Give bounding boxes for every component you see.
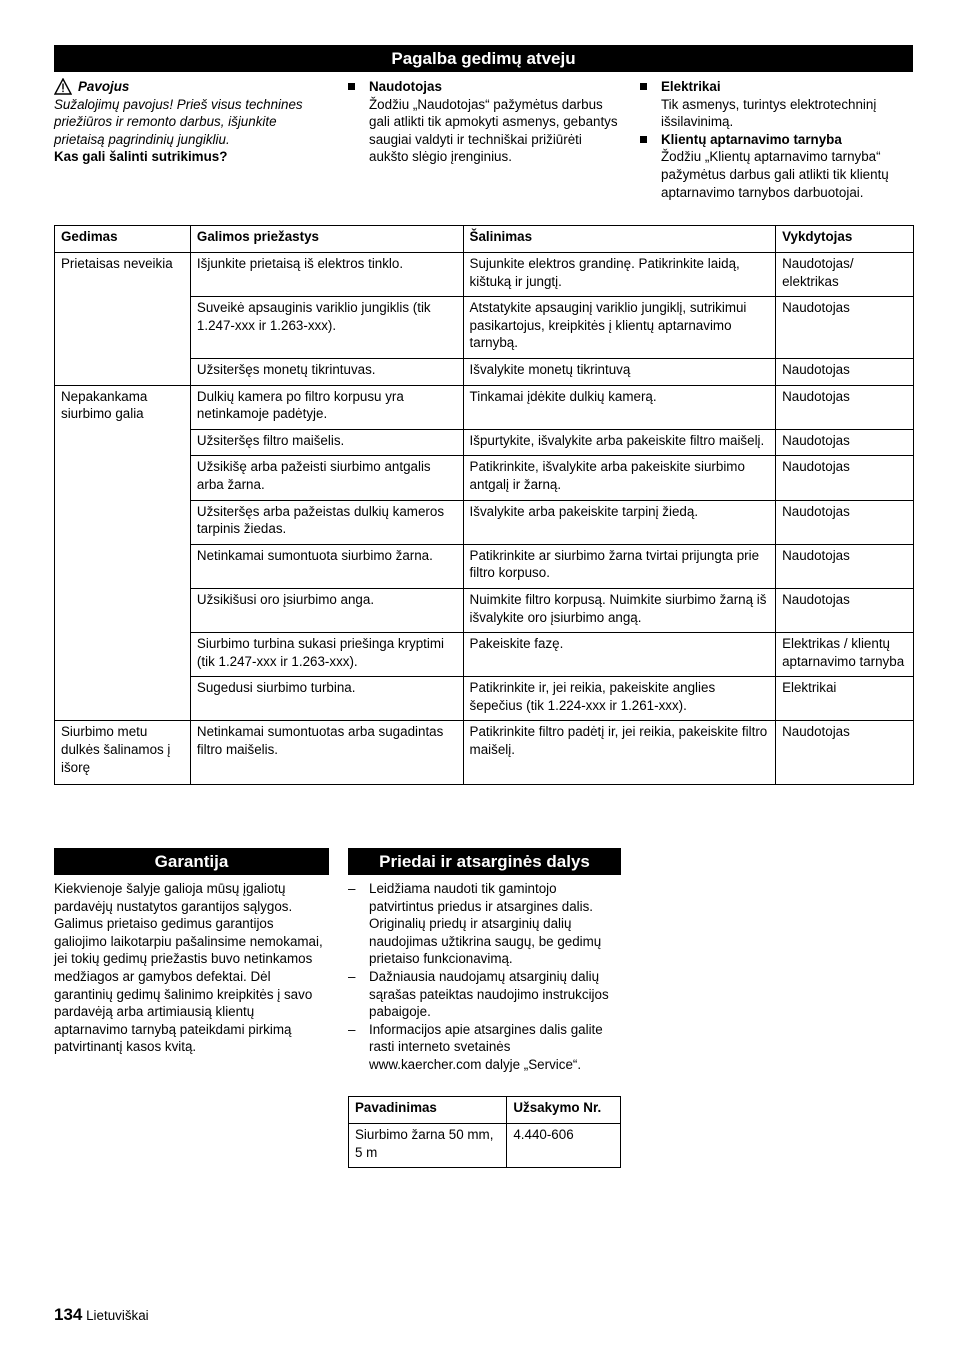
column-header: Pavadinimas	[349, 1097, 507, 1124]
troubleshooting-table	[54, 225, 914, 785]
remedy-cell: Patikrinkite, išvalykite arba pakeiskite siurbimo antgalį ir žarną.	[463, 456, 776, 500]
part-name-cell: Siurbimo žarna 50 mm, 5 m	[349, 1124, 507, 1168]
executor-cell: Elektrikai	[776, 677, 914, 721]
remedy-cell: Patikrinkite ar siurbimo žarna tvirtai prijungta prie filtro korpuso.	[463, 544, 776, 588]
remedy-cell: Tinkamai įdėkite dulkių kamerą.	[463, 385, 776, 429]
column-header: Užsakymo Nr.	[507, 1097, 621, 1124]
cause-cell: Užsikišę arba pažeisti siurbimo antgalis arba žarna.	[190, 456, 463, 500]
executor-cell: Naudotojas	[776, 588, 914, 632]
danger-label: Pavojus	[78, 79, 130, 94]
who-question: Kas gali šalinti sutrikimus?	[54, 149, 228, 165]
executor-cell: Naudotojas	[776, 297, 914, 359]
warning-triangle-icon	[54, 78, 72, 95]
table-header-row	[55, 226, 914, 253]
role-title: Klientų aptarnavimo tarnyba	[640, 131, 915, 149]
executor-cell: Naudotojas	[776, 429, 914, 456]
role-text: Žodžiu „Klientų aptarnavimo tarnyba“ pažymėtus darbus gali atlikti tik klientų aptarnavimo tarnybos darbuotojai.	[661, 149, 889, 200]
cause-cell: Užsiteršęs arba pažeistas dulkių kameros tarpinis žiedas.	[190, 500, 463, 544]
spare-parts-table	[348, 1096, 621, 1168]
list-item: – Leidžiama naudoti tik gamintojo patvirtintus priedus ir atsargines dalis. Originalių priedų ir atsarginių dalių naudojimas užtikrina saugų, be gedimų prietaiso funkcionavimą.	[348, 880, 623, 968]
remedy-cell: Išvalykite arba pakeiskite tarpinį žiedą.	[463, 500, 776, 544]
list-item: – Dažniausia naudojamų atsarginių dalių sąrašas pateiktas naudojimo instrukcijos pabaigoje.	[348, 968, 623, 1021]
fault-cell: Siurbimo metu dulkės šalinamos į išorę	[55, 721, 191, 785]
role-other-block	[640, 78, 915, 201]
executor-cell: Naudotojas	[776, 385, 914, 429]
column-header: Vykdytojas	[776, 226, 914, 253]
cause-cell: Užsikišusi oro įsiurbimo anga.	[190, 588, 463, 632]
cause-cell: Dulkių kamera po filtro korpusu yra netinkamoje padėtyje.	[190, 385, 463, 429]
column-header: Galimos priežastys	[190, 226, 463, 253]
executor-cell: Elektrikas / klientų aptarnavimo tarnyba	[776, 633, 914, 677]
cause-cell: Netinkamai sumontuotas arba sugadintas filtro maišelis.	[190, 721, 463, 785]
role-text: Tik asmenys, turintys elektrotechninį išsilavinimą.	[661, 96, 877, 130]
table-row	[55, 385, 914, 429]
remedy-cell: Sujunkite elektros grandinę. Patikrinkite laidą, kištuką ir jungtį.	[463, 253, 776, 297]
executor-cell: Naudotojas	[776, 500, 914, 544]
executor-cell: Naudotojas/ elektrikas	[776, 253, 914, 297]
page-footer	[54, 1306, 149, 1325]
cause-cell: Užsiteršęs filtro maišelis.	[190, 429, 463, 456]
cause-cell: Suveikė apsauginis variklio jungiklis (tik 1.247-xxx ir 1.263-xxx).	[190, 297, 463, 359]
cause-cell: Išjunkite prietaisą iš elektros tinklo.	[190, 253, 463, 297]
column-header: Gedimas	[55, 226, 191, 253]
role-title: Elektrikai	[640, 78, 915, 96]
danger-heading	[54, 78, 329, 96]
role-title: Naudotojas	[348, 78, 623, 96]
cause-cell: Užsiteršęs monetų tikrintuvas.	[190, 358, 463, 385]
section-title-troubleshooting: Pagalba gedimų atveju	[54, 45, 913, 72]
executor-cell: Naudotojas	[776, 358, 914, 385]
section-title-warranty: Garantija	[54, 848, 329, 875]
page-number: 134	[54, 1305, 83, 1324]
section-title-accessories: Priedai ir atsarginės dalys	[348, 848, 621, 875]
remedy-cell: Išvalykite monetų tikrintuvą	[463, 358, 776, 385]
cause-cell: Sugedusi siurbimo turbina.	[190, 677, 463, 721]
role-text: Žodžiu „Naudotojas“ pažymėtus darbus gali atlikti tik apmokyti asmenys, gebantys saugiai valdyti ir techniškai prižiūrėti aukšto slėgio įrenginius.	[369, 96, 618, 165]
accessories-list	[348, 880, 623, 1074]
role-user-block	[348, 78, 623, 166]
table-row	[55, 253, 914, 297]
fault-cell: Prietaisas neveikia	[55, 253, 191, 386]
list-item: – Informacijos apie atsargines dalis galite rasti interneto svetainės www.kaercher.com dalyje „Service“.	[348, 1021, 623, 1074]
table-header-row	[349, 1097, 621, 1124]
remedy-cell: Pakeiskite fazę.	[463, 633, 776, 677]
warranty-text: Kiekvienoje šalyje galioja mūsų įgaliotų pardavėjų nustatytos garantijos sąlygos. Galimus prietaiso gedimus garantijos galiojimo laikotarpiu pašalinsime nemokamai, jei tokių gedimų priežastis buvo netinkamos medžiagos ar gamybos defektai. Dėl garantinių gedimų šalinimo kreipkitės į savo pardavėją arba artimiausią klientų aptarnavimo tarnybą pateikdami pirkimą patvirtinantį kasos kvitą.	[54, 881, 323, 1055]
page-language: Lietuviškai	[86, 1308, 149, 1323]
executor-cell: Naudotojas	[776, 721, 914, 785]
remedy-cell: Patikrinkite ir, jei reikia, pakeiskite anglies šepečius (tik 1.224-xxx ir 1.261-xxx).	[463, 677, 776, 721]
remedy-cell: Atstatykite apsauginį variklio jungiklį, sutrikimui pasikartojus, kreipkitės į klientų aptarnavimo tarnybą.	[463, 297, 776, 359]
danger-block	[54, 78, 329, 166]
danger-text: Sužalojimų pavojus! Prieš visus technines priežiūros ir remonto darbus, išjunkite prietaisą pagrindinių jungikliu.	[54, 96, 303, 147]
remedy-cell: Išpurtykite, išvalykite arba pakeiskite filtro maišelį.	[463, 429, 776, 456]
order-number-cell: 4.440-606	[507, 1124, 621, 1168]
fault-cell: Nepakankama siurbimo galia	[55, 385, 191, 721]
cause-cell: Siurbimo turbina sukasi priešinga kryptimi (tik 1.247-xxx ir 1.263-xxx).	[190, 633, 463, 677]
table-row	[349, 1124, 621, 1168]
table-row	[55, 721, 914, 785]
cause-cell: Netinkamai sumontuota siurbimo žarna.	[190, 544, 463, 588]
remedy-cell: Patikrinkite filtro padėtį ir, jei reikia, pakeiskite filtro maišelį.	[463, 721, 776, 785]
executor-cell: Naudotojas	[776, 456, 914, 500]
executor-cell: Naudotojas	[776, 544, 914, 588]
remedy-cell: Nuimkite filtro korpusą. Nuimkite siurbimo žarną iš išvalykite oro įsiurbimo angą.	[463, 588, 776, 632]
column-header: Šalinimas	[463, 226, 776, 253]
